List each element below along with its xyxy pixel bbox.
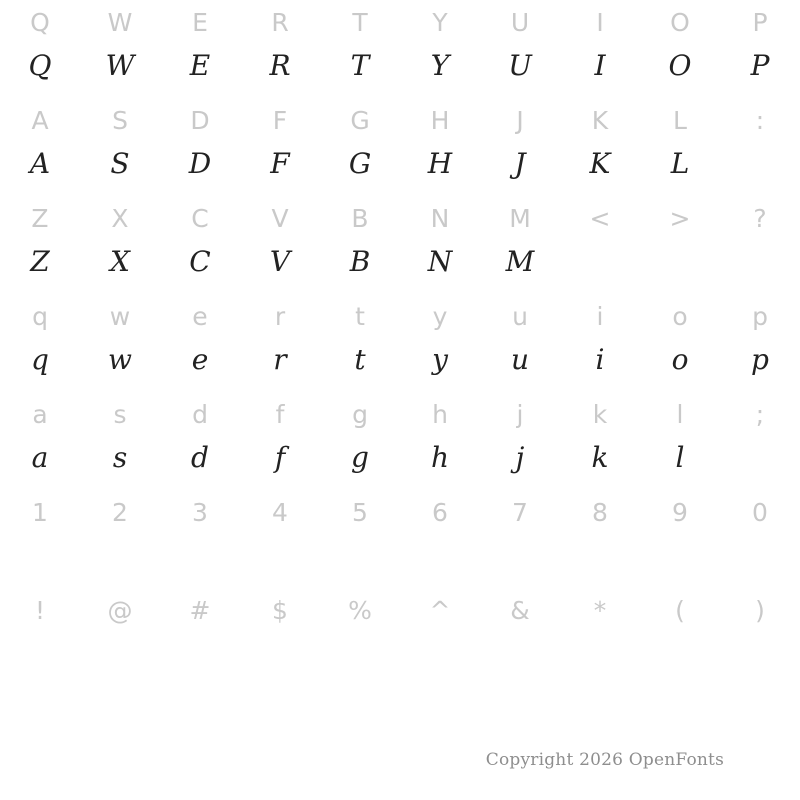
sample-glyph: P bbox=[750, 49, 770, 82]
sample-glyph bbox=[160, 634, 240, 686]
sample-glyph bbox=[80, 536, 160, 588]
key-row-digits bbox=[0, 490, 800, 536]
key-char: w bbox=[109, 302, 131, 331]
sample-glyph: s bbox=[112, 441, 128, 474]
key-char: d bbox=[192, 400, 208, 429]
key-char: W bbox=[107, 8, 133, 37]
sample-glyph: M bbox=[505, 245, 535, 278]
sample-row-uppercase-asdf bbox=[0, 144, 800, 196]
sample-glyph bbox=[720, 144, 800, 196]
key-char: > bbox=[669, 204, 691, 233]
sample-glyph: N bbox=[427, 245, 453, 278]
key-char: k bbox=[592, 400, 608, 429]
sample-glyph bbox=[160, 536, 240, 588]
sample-glyph: K bbox=[589, 147, 611, 180]
sample-glyph: O bbox=[668, 49, 692, 82]
sample-glyph: A bbox=[29, 147, 51, 180]
sample-glyph bbox=[560, 536, 640, 588]
sample-glyph bbox=[720, 634, 800, 686]
sample-glyph: q bbox=[31, 343, 49, 376]
key-char: # bbox=[189, 596, 211, 625]
sample-glyph bbox=[720, 536, 800, 588]
key-row-symbols bbox=[0, 588, 800, 634]
sample-glyph: j bbox=[515, 441, 525, 474]
key-row-uppercase-qwerty bbox=[0, 0, 800, 46]
key-char: ( bbox=[675, 596, 685, 625]
key-char: s bbox=[113, 400, 127, 429]
copyright-notice: Copyright 2026 OpenFonts bbox=[485, 750, 724, 770]
key-char: & bbox=[510, 596, 530, 625]
key-char: h bbox=[432, 400, 448, 429]
sample-glyph bbox=[0, 536, 80, 588]
sample-glyph bbox=[400, 536, 480, 588]
sample-row-symbols bbox=[0, 634, 800, 686]
key-char: 9 bbox=[672, 498, 688, 527]
key-char: P bbox=[752, 8, 768, 37]
sample-glyph: T bbox=[350, 49, 370, 82]
key-char: T bbox=[352, 8, 368, 37]
key-char: o bbox=[672, 302, 688, 331]
key-char: I bbox=[596, 8, 604, 37]
key-char: $ bbox=[272, 596, 288, 625]
sample-glyph: f bbox=[274, 441, 286, 474]
sample-glyph bbox=[400, 634, 480, 686]
key-char: p bbox=[752, 302, 768, 331]
sample-glyph: F bbox=[270, 147, 290, 180]
sample-glyph bbox=[720, 242, 800, 294]
sample-glyph: L bbox=[670, 147, 690, 180]
sample-glyph bbox=[640, 242, 720, 294]
key-char: G bbox=[350, 106, 370, 135]
key-char: ^ bbox=[429, 596, 451, 625]
sample-glyph bbox=[640, 536, 720, 588]
key-char: U bbox=[510, 8, 530, 37]
glyph-row-group-uppercase-asdf bbox=[0, 98, 800, 196]
sample-glyph: Z bbox=[30, 245, 50, 278]
sample-row-lowercase-asdf bbox=[0, 438, 800, 490]
key-char: O bbox=[670, 8, 690, 37]
sample-glyph: Q bbox=[28, 49, 52, 82]
key-char: V bbox=[271, 204, 289, 233]
key-char: N bbox=[430, 204, 450, 233]
key-char: Z bbox=[31, 204, 49, 233]
sample-glyph bbox=[720, 438, 800, 490]
key-char: l bbox=[676, 400, 684, 429]
glyph-row-group-lowercase-qwerty bbox=[0, 294, 800, 392]
key-row-lowercase-asdf bbox=[0, 392, 800, 438]
sample-glyph: W bbox=[105, 49, 135, 82]
sample-row-lowercase-qwerty bbox=[0, 340, 800, 392]
key-char: @ bbox=[107, 596, 133, 625]
sample-glyph: S bbox=[110, 147, 130, 180]
sample-glyph bbox=[560, 634, 640, 686]
sample-glyph: r bbox=[273, 343, 287, 376]
sample-glyph: k bbox=[591, 441, 609, 474]
key-char: * bbox=[593, 596, 607, 625]
sample-row-digits bbox=[0, 536, 800, 588]
glyph-row-group-uppercase-qwerty bbox=[0, 0, 800, 98]
key-char: 0 bbox=[752, 498, 768, 527]
key-char: ? bbox=[753, 204, 767, 233]
key-row-uppercase-zxcv bbox=[0, 196, 800, 242]
sample-glyph: u bbox=[510, 343, 530, 376]
sample-glyph: R bbox=[269, 49, 291, 82]
sample-glyph: G bbox=[348, 147, 372, 180]
sample-glyph bbox=[240, 634, 320, 686]
sample-glyph: H bbox=[427, 147, 453, 180]
key-char: D bbox=[190, 106, 210, 135]
sample-glyph: g bbox=[351, 441, 369, 474]
key-char: f bbox=[275, 400, 285, 429]
sample-glyph bbox=[560, 242, 640, 294]
key-char: i bbox=[596, 302, 604, 331]
key-row-uppercase-asdf bbox=[0, 98, 800, 144]
key-char: a bbox=[32, 400, 48, 429]
sample-glyph bbox=[240, 536, 320, 588]
key-char: X bbox=[111, 204, 129, 233]
sample-glyph: e bbox=[191, 343, 209, 376]
sample-glyph bbox=[640, 634, 720, 686]
sample-glyph: X bbox=[110, 245, 130, 278]
sample-glyph bbox=[0, 634, 80, 686]
key-char: S bbox=[112, 106, 128, 135]
sample-glyph: o bbox=[671, 343, 689, 376]
sample-glyph: w bbox=[108, 343, 132, 376]
key-char: < bbox=[589, 204, 611, 233]
key-char: L bbox=[673, 106, 687, 135]
key-char: M bbox=[509, 204, 531, 233]
key-char: Y bbox=[432, 8, 448, 37]
sample-glyph: I bbox=[594, 49, 606, 82]
sample-glyph: p bbox=[751, 343, 769, 376]
key-char: E bbox=[192, 8, 208, 37]
glyph-row-group-symbols bbox=[0, 588, 800, 686]
sample-glyph: V bbox=[269, 245, 291, 278]
sample-glyph bbox=[480, 536, 560, 588]
key-char: C bbox=[191, 204, 209, 233]
key-char: r bbox=[274, 302, 286, 331]
key-char: ) bbox=[755, 596, 765, 625]
sample-glyph: a bbox=[31, 441, 49, 474]
key-char: 7 bbox=[512, 498, 528, 527]
sample-glyph: E bbox=[189, 49, 211, 82]
key-char: 2 bbox=[112, 498, 128, 527]
sample-row-uppercase-zxcv bbox=[0, 242, 800, 294]
key-char: J bbox=[516, 106, 524, 135]
sample-glyph: J bbox=[514, 147, 526, 180]
key-char: H bbox=[430, 106, 450, 135]
key-char: q bbox=[32, 302, 48, 331]
sample-glyph: C bbox=[189, 245, 211, 278]
key-char: g bbox=[352, 400, 368, 429]
sample-glyph: y bbox=[432, 343, 448, 376]
sample-glyph: l bbox=[675, 441, 685, 474]
key-char: : bbox=[755, 106, 765, 135]
key-char: u bbox=[512, 302, 528, 331]
key-char: ! bbox=[34, 596, 46, 625]
sample-glyph: d bbox=[191, 441, 209, 474]
key-char: t bbox=[355, 302, 365, 331]
key-row-lowercase-qwerty bbox=[0, 294, 800, 340]
key-char: 4 bbox=[272, 498, 288, 527]
key-char: K bbox=[591, 106, 609, 135]
key-char: F bbox=[272, 106, 288, 135]
sample-glyph: h bbox=[430, 441, 450, 474]
glyph-row-group-digits bbox=[0, 490, 800, 588]
sample-glyph: D bbox=[188, 147, 212, 180]
sample-glyph: t bbox=[354, 343, 366, 376]
sample-glyph: B bbox=[349, 245, 371, 278]
key-char: 1 bbox=[32, 498, 48, 527]
key-char: Q bbox=[30, 8, 50, 37]
glyph-row-group-uppercase-zxcv bbox=[0, 196, 800, 294]
key-char: 3 bbox=[192, 498, 208, 527]
key-char: 6 bbox=[432, 498, 448, 527]
key-char: B bbox=[351, 204, 369, 233]
sample-glyph: U bbox=[508, 49, 532, 82]
sample-glyph bbox=[80, 634, 160, 686]
sample-glyph bbox=[480, 634, 560, 686]
key-char: R bbox=[271, 8, 289, 37]
sample-row-uppercase-qwerty bbox=[0, 46, 800, 98]
glyph-row-group-lowercase-asdf bbox=[0, 392, 800, 490]
sample-glyph: i bbox=[595, 343, 605, 376]
key-char: % bbox=[348, 596, 372, 625]
key-char: 8 bbox=[592, 498, 608, 527]
key-char: y bbox=[432, 302, 448, 331]
key-char: j bbox=[516, 400, 524, 429]
sample-glyph: Y bbox=[430, 49, 450, 82]
sample-glyph bbox=[320, 536, 400, 588]
key-char: 5 bbox=[352, 498, 368, 527]
key-char: ; bbox=[755, 400, 765, 429]
key-char: e bbox=[192, 302, 208, 331]
sample-glyph bbox=[320, 634, 400, 686]
key-char: A bbox=[31, 106, 49, 135]
